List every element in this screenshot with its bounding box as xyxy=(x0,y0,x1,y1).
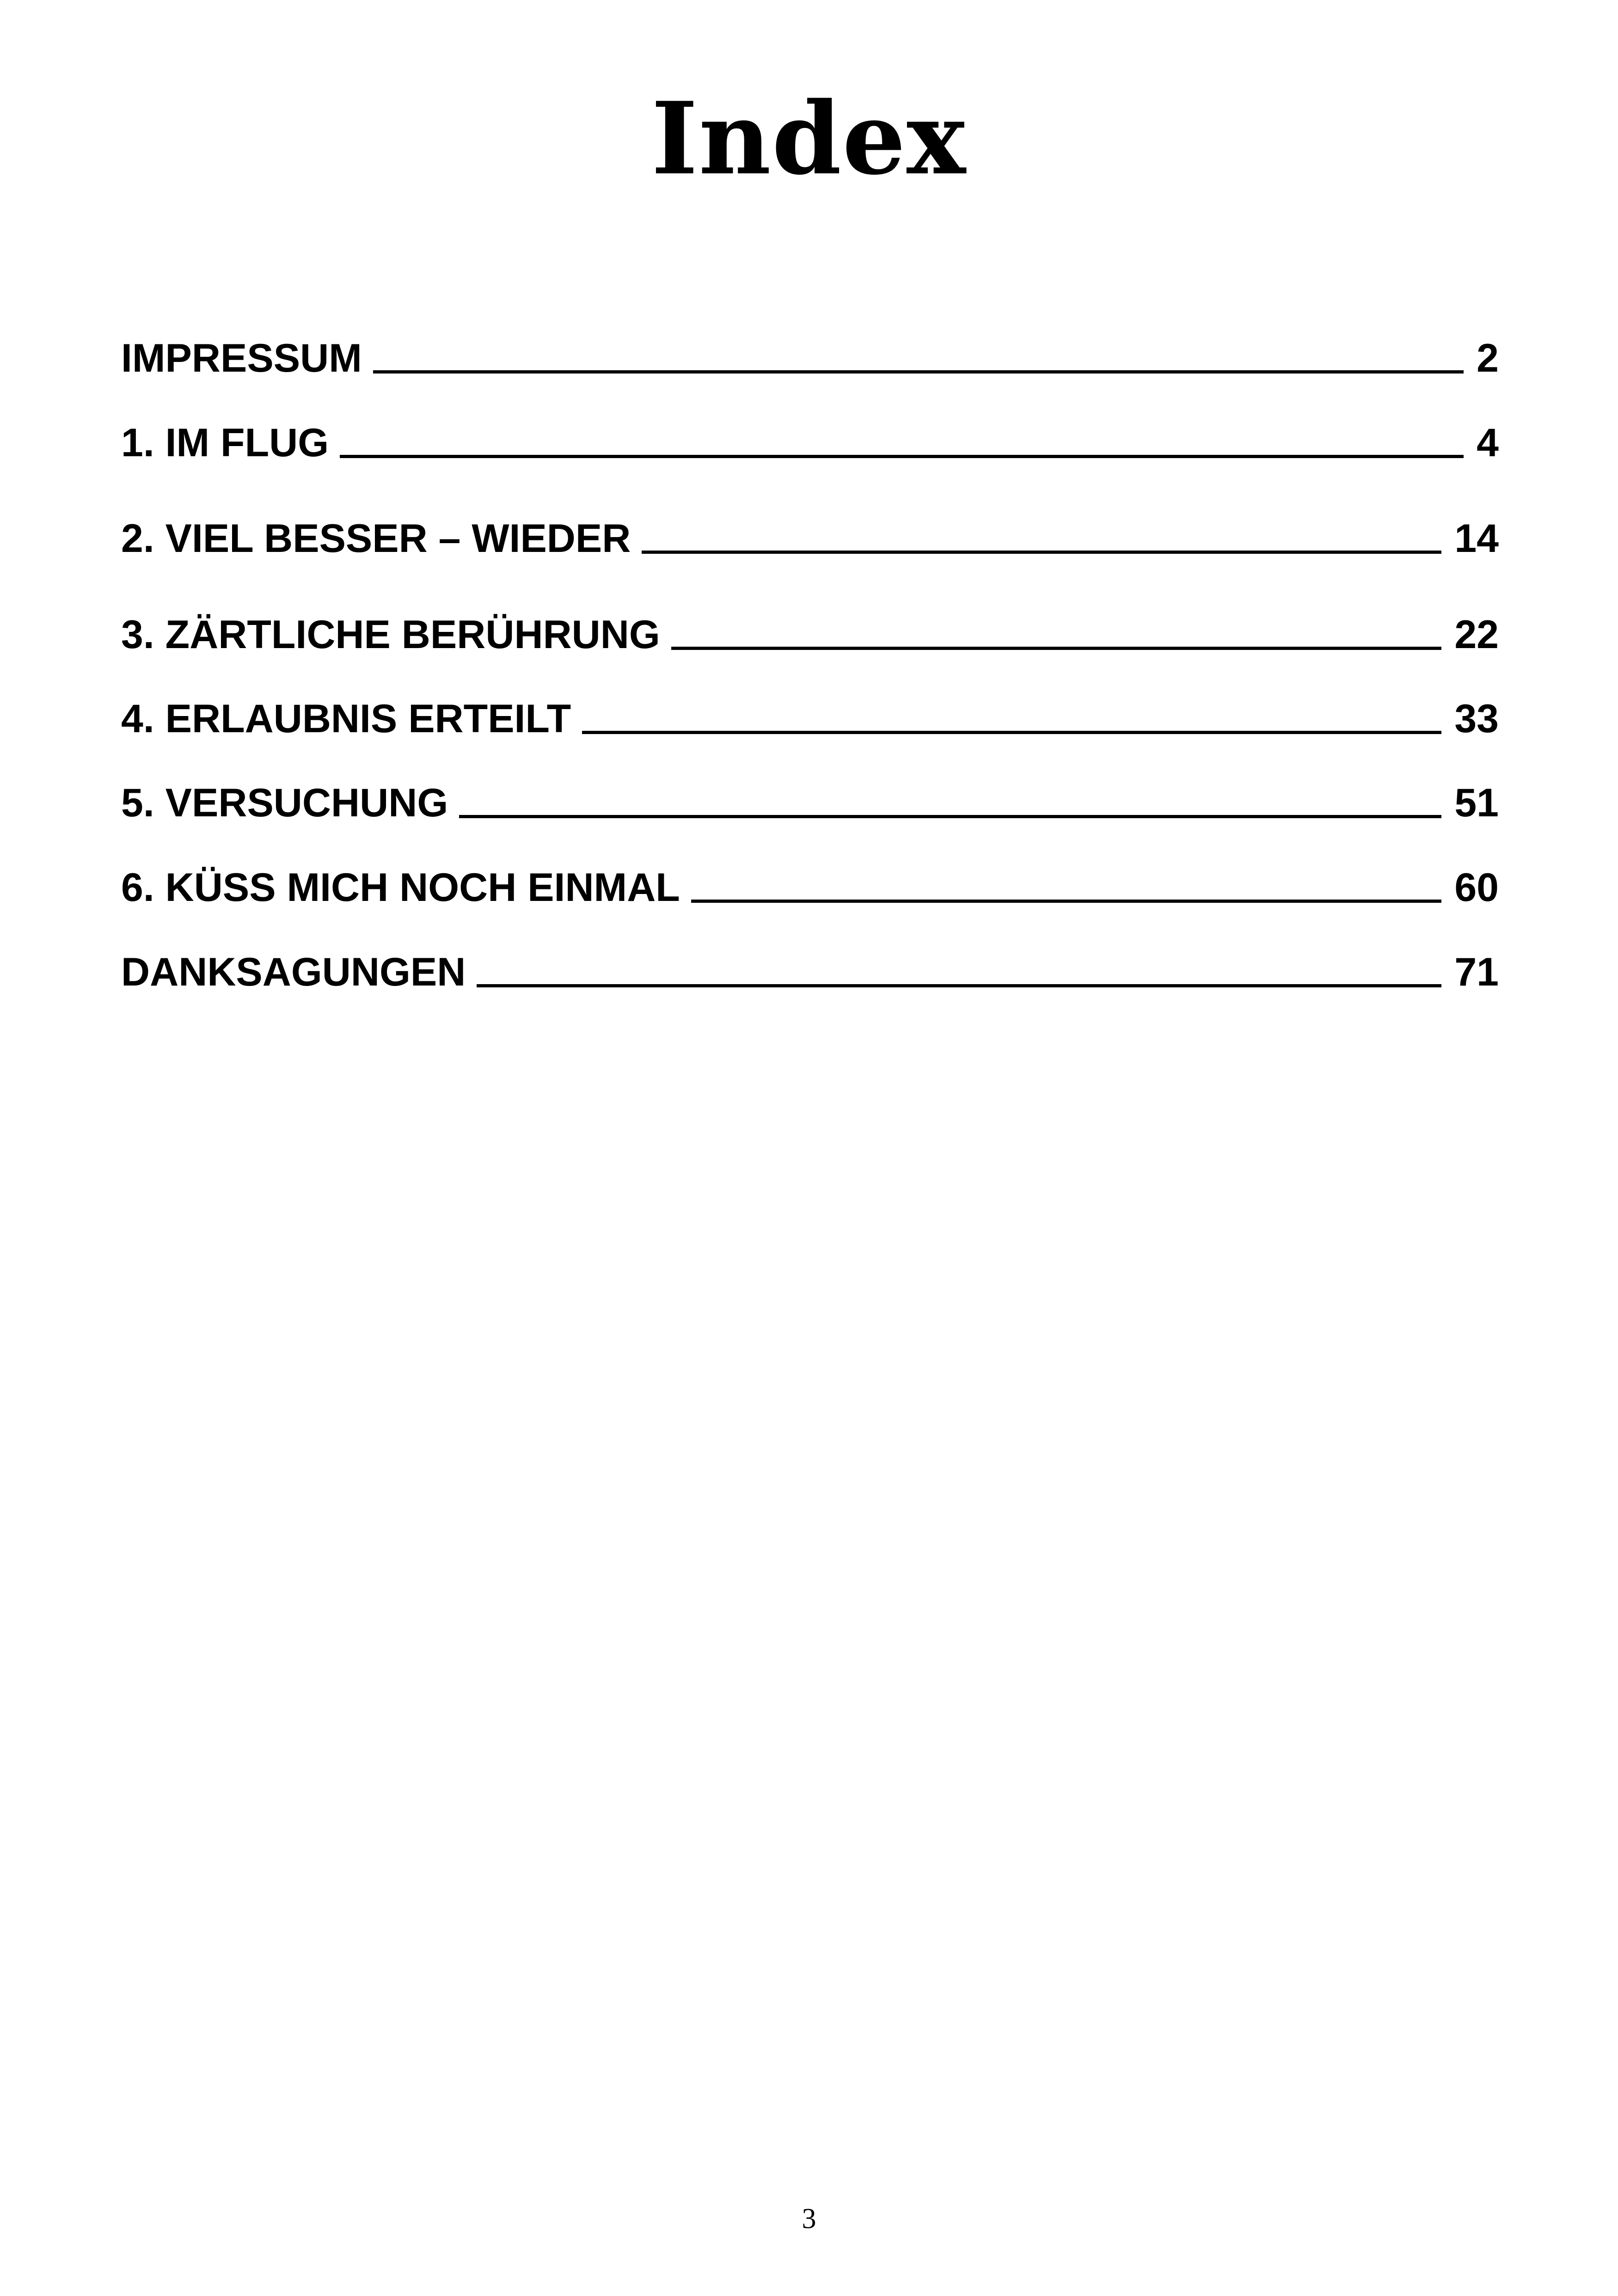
toc-leader-line xyxy=(691,900,1441,903)
toc-leader-line xyxy=(373,370,1464,373)
toc-entry-chapter-3[interactable] xyxy=(121,609,1499,660)
toc-entry-page: 4 xyxy=(1477,421,1499,465)
toc-entry-label: 1. IM FLUG xyxy=(121,421,329,465)
toc-entry-chapter-6[interactable] xyxy=(121,862,1499,913)
toc-entry-danksagungen[interactable] xyxy=(121,947,1499,998)
toc-entry-chapter-4[interactable] xyxy=(121,693,1499,744)
toc-leader-line xyxy=(459,815,1441,818)
toc-entry-label: 6. KÜSS MICH NOCH EINMAL xyxy=(121,865,680,910)
toc-entry-chapter-5[interactable] xyxy=(121,778,1499,828)
page-number: 3 xyxy=(802,2203,816,2235)
toc-entry-page: 22 xyxy=(1454,612,1499,657)
toc-entry-page: 60 xyxy=(1454,865,1499,910)
toc-entry-label: IMPRESSUM xyxy=(121,336,362,380)
toc-entry-page: 33 xyxy=(1454,697,1499,741)
page-title: Index xyxy=(651,80,967,197)
toc-leader-line xyxy=(340,455,1464,458)
toc-entry-label: 4. ERLAUBNIS ERTEILT xyxy=(121,697,571,741)
toc-entry-impressum[interactable] xyxy=(121,333,1499,384)
toc-entry-page: 14 xyxy=(1454,516,1499,561)
toc-leader-line xyxy=(642,551,1441,554)
toc-entry-page: 71 xyxy=(1454,950,1499,994)
toc-entry-label: 3. ZÄRTLICHE BERÜHRUNG xyxy=(121,612,660,657)
toc-entry-page: 51 xyxy=(1454,781,1499,825)
toc-entry-label: 5. VERSUCHUNG xyxy=(121,781,448,825)
toc-entry-chapter-2[interactable] xyxy=(121,513,1499,564)
toc-entry-page: 2 xyxy=(1477,336,1499,380)
toc-entry-label: 2. VIEL BESSER – WIEDER xyxy=(121,516,631,561)
toc-entry-label: DANKSAGUNGEN xyxy=(121,950,466,994)
toc-entry-chapter-1[interactable] xyxy=(121,417,1499,468)
toc-leader-line xyxy=(671,647,1442,650)
toc-leader-line xyxy=(582,731,1441,734)
toc-leader-line xyxy=(477,984,1441,987)
